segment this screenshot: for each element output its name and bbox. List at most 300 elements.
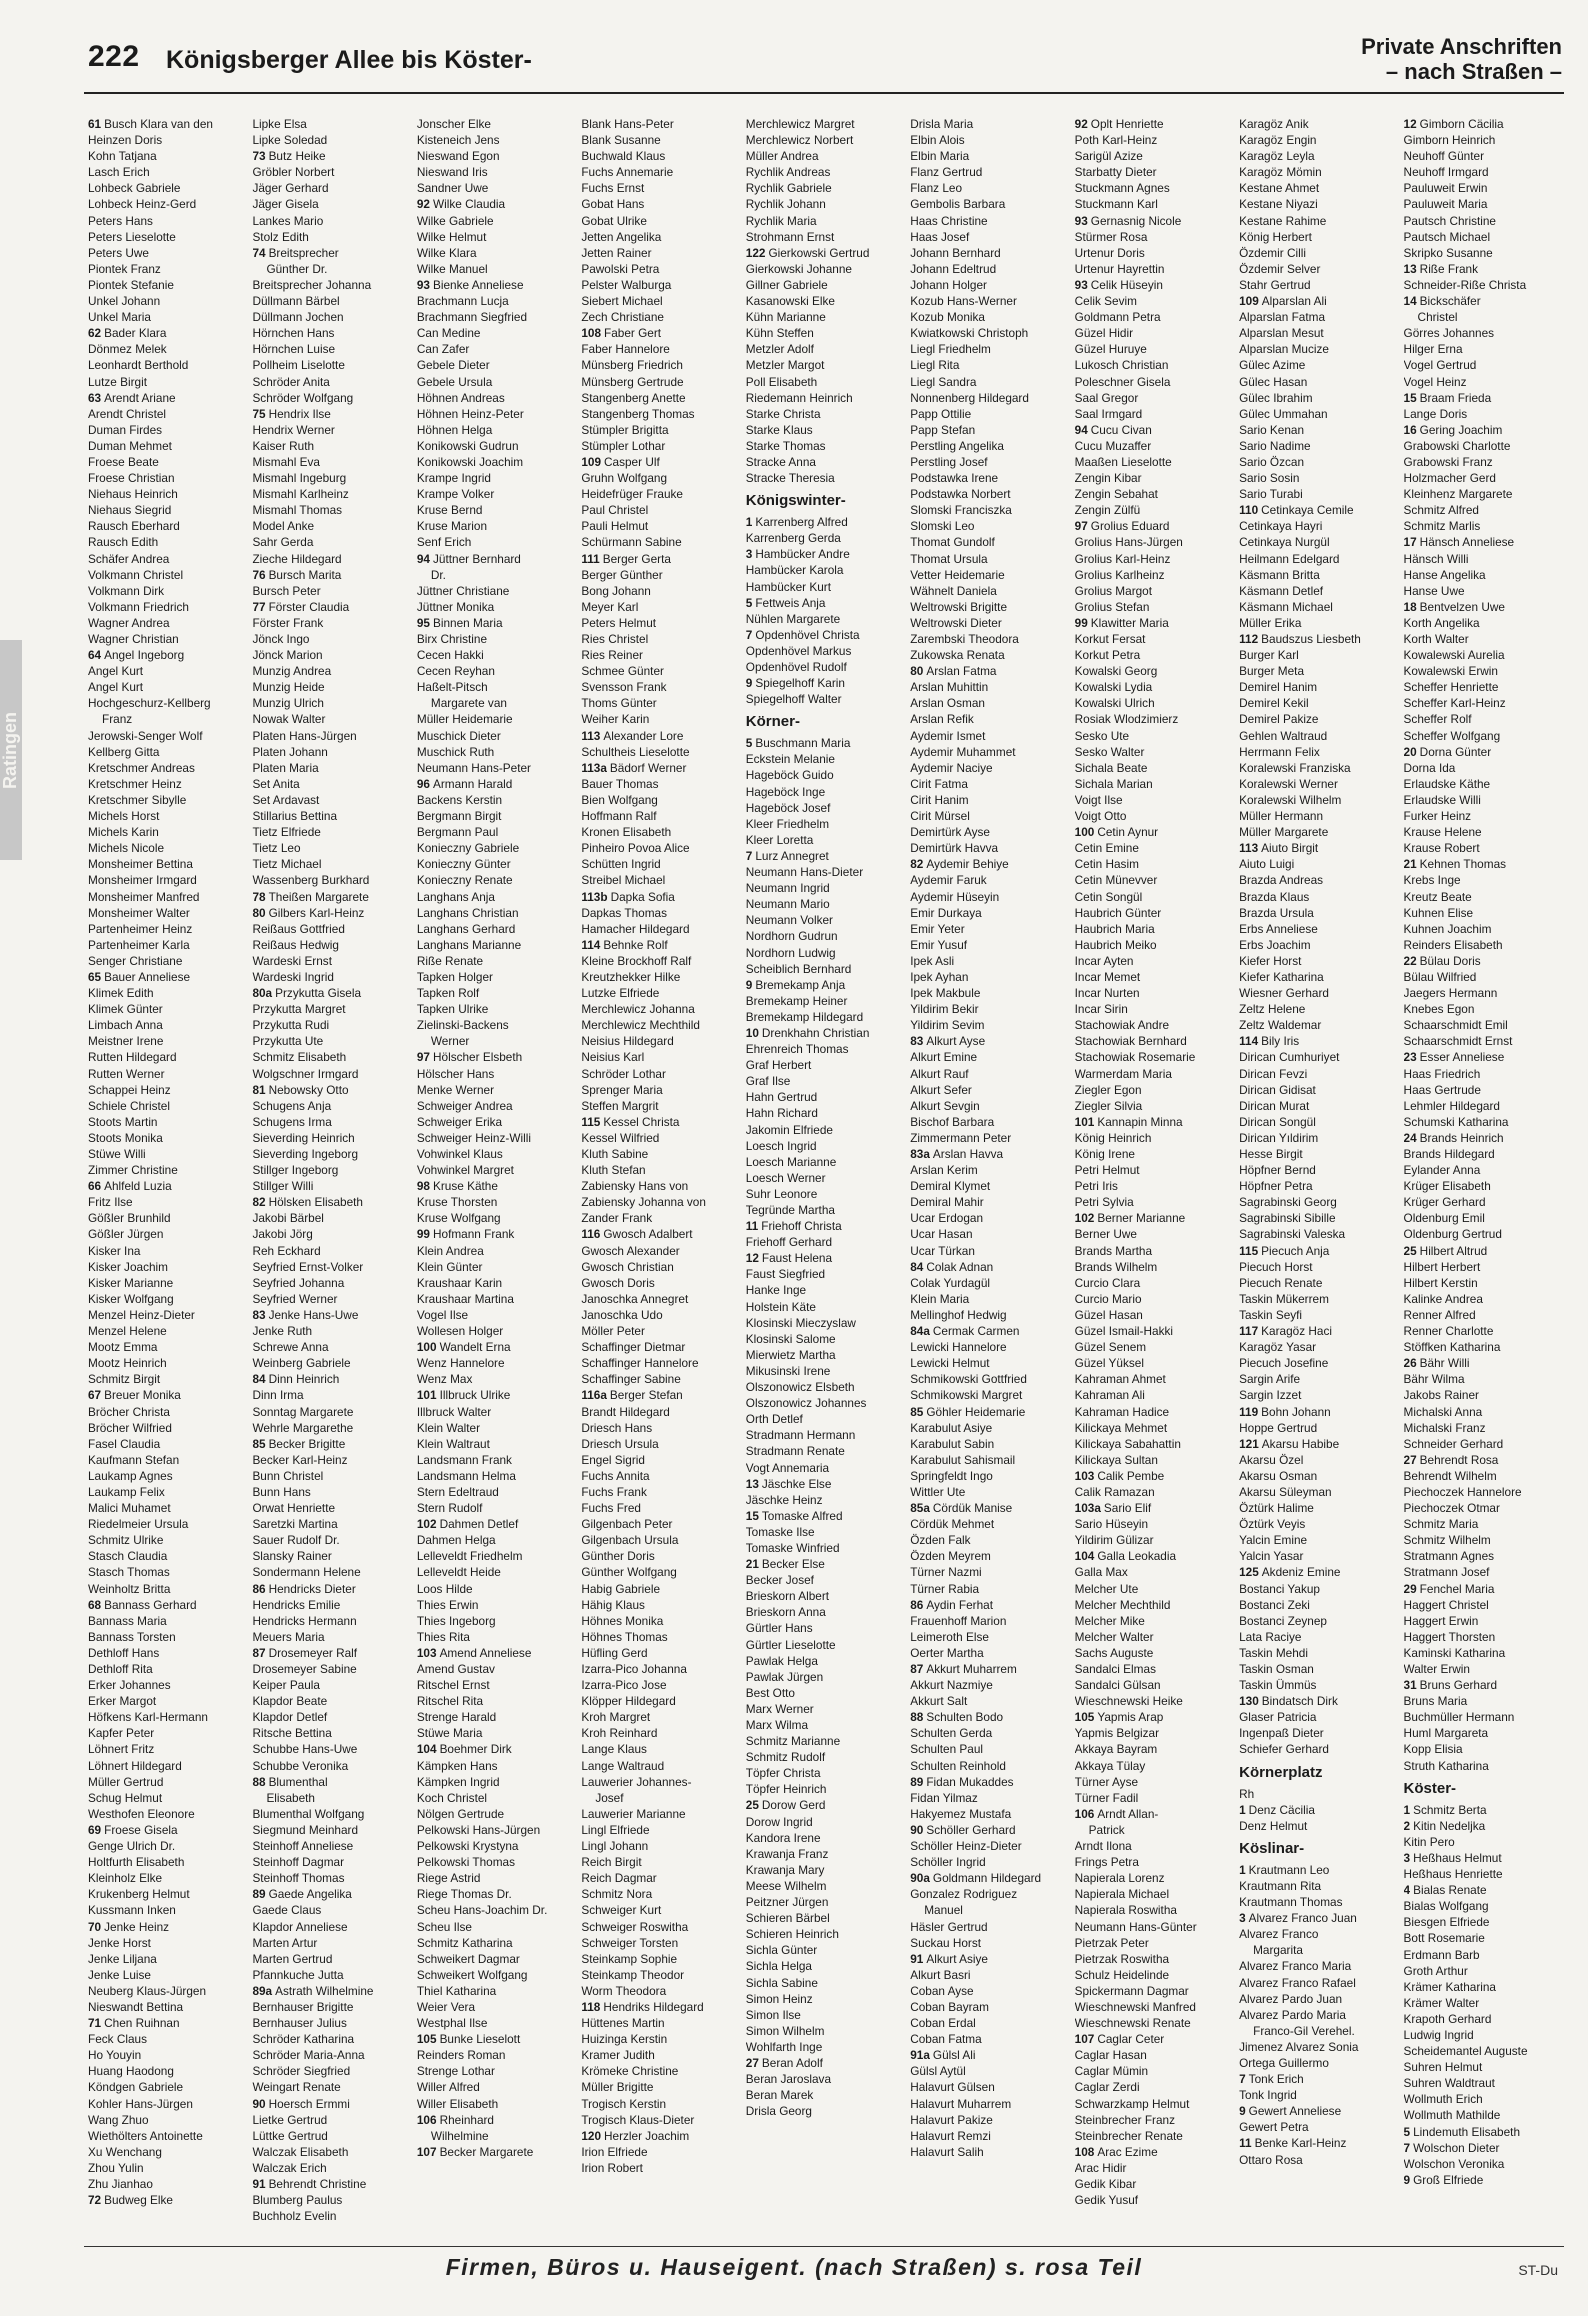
resident-entry: Krautmann Thomas xyxy=(1239,1895,1343,1910)
resident-entry: Perstling Angelika xyxy=(910,438,1004,453)
resident-entry: Ucar Erdogan xyxy=(910,1211,984,1226)
resident-entry: Driesch Ursula xyxy=(581,1436,659,1451)
resident-entry: Vetter Heidemarie xyxy=(910,567,1005,582)
resident-entry: 103a Sario Elif xyxy=(1074,1501,1152,1516)
resident-entry: Fuchs Ernst xyxy=(581,181,645,196)
resident-entry: Starke Thomas xyxy=(745,438,826,453)
resident-entry: 7 Opdenhövel Christa xyxy=(745,627,860,642)
resident-entry: Paul Christel xyxy=(581,503,649,518)
resident-entry: Thiel Katharina xyxy=(416,1983,497,1998)
resident-entry: Schulz Heidelinde xyxy=(1074,1967,1170,1982)
resident-entry: Thies Ingeborg xyxy=(416,1613,496,1628)
resident-entry: Elisabeth xyxy=(266,1790,315,1805)
resident-entry: Jüttner Christiane xyxy=(416,583,510,598)
resident-entry: Ritschel Ernst xyxy=(416,1678,490,1693)
resident-entry: Karagöz Anik xyxy=(1239,117,1309,131)
resident-entry: Vogt Annemaria xyxy=(745,1460,830,1475)
resident-entry: Jenke Ruth xyxy=(252,1324,313,1339)
resident-entry: Klöpper Hildegard xyxy=(581,1694,676,1709)
resident-entry: Langhans Marianne xyxy=(416,937,522,952)
resident-entry: Voigt Ilse xyxy=(1074,792,1123,807)
resident-entry: Curcio Clara xyxy=(1074,1275,1141,1290)
resident-entry: Tapken Ulrike xyxy=(416,1002,489,1017)
resident-entry: 84 Colak Adnan xyxy=(910,1259,994,1274)
resident-entry: Köndgen Gabriele xyxy=(88,2080,184,2095)
resident-entry: Skripko Susanne xyxy=(1403,245,1493,260)
resident-entry: Kowalski Georg xyxy=(1074,664,1158,679)
resident-entry: Alparslan Mesut xyxy=(1239,326,1324,341)
resident-entry: Schulten Reinhold xyxy=(910,1758,1006,1773)
street-heading: Körner- xyxy=(745,713,800,731)
resident-entry: Amend Gustav xyxy=(416,1662,495,1676)
resident-entry: Haggert Thorsten xyxy=(1403,1629,1496,1644)
resident-entry: Schmitz Ulrike xyxy=(88,1533,164,1548)
resident-entry: 64 Angel Ingeborg xyxy=(88,648,185,663)
resident-entry: Münsberg Friedrich xyxy=(581,358,683,373)
resident-entry: 114 Behnke Rolf xyxy=(581,937,668,952)
resident-entry: Papp Stefan xyxy=(910,422,976,437)
resident-entry: Wähnelt Daniela xyxy=(910,583,997,598)
resident-entry: Özden Falk xyxy=(910,1533,971,1548)
resident-entry: Ottaro Rosa xyxy=(1239,2152,1303,2167)
resident-entry: 76 Bursch Marita xyxy=(252,567,342,582)
directory-column xyxy=(910,116,1070,2236)
resident-entry: Steinbrecher Franz xyxy=(1074,2112,1175,2127)
resident-entry: Lange Klaus xyxy=(581,1742,647,1757)
resident-entry: Langhans Christian xyxy=(416,905,519,920)
resident-entry: Flanz Gertrud xyxy=(910,165,983,180)
resident-entry: Haas Christine xyxy=(910,213,988,228)
resident-entry: Arndt Ilona xyxy=(1074,1839,1132,1854)
resident-entry: Bong Johann xyxy=(581,583,651,598)
resident-entry: Wohlfarth Inge xyxy=(745,2039,823,2054)
resident-entry: Karabulut Sabin xyxy=(910,1436,995,1451)
resident-entry: Erker Johannes xyxy=(88,1678,171,1693)
resident-entry: 107 Becker Margarete xyxy=(416,2144,534,2159)
resident-entry: Irion Elfriede xyxy=(581,2144,648,2159)
resident-entry: 1 Schmitz Berta xyxy=(1403,1802,1487,1817)
resident-entry: Bostanci Zeynep xyxy=(1239,1613,1327,1628)
resident-entry: Sesko Ute xyxy=(1074,728,1130,743)
resident-entry: 109 Alparslan Ali xyxy=(1239,294,1327,309)
resident-entry: Starbatty Dieter xyxy=(1074,165,1157,180)
resident-entry: Zimmermann Peter xyxy=(910,1130,1012,1145)
resident-entry: Klapdor Anneliese xyxy=(252,1919,348,1934)
resident-entry: 87 Drosemeyer Ralf xyxy=(252,1645,358,1660)
resident-entry: Urtenur Doris xyxy=(1074,245,1145,260)
resident-entry: Brazda Ursula xyxy=(1239,905,1314,920)
resident-entry: Huml Margareta xyxy=(1403,1726,1489,1741)
side-tab: Ratingen xyxy=(0,640,22,860)
resident-entry: Merchlewicz Johanna xyxy=(581,1002,695,1017)
resident-entry: 5 Fettweis Anja xyxy=(745,595,826,610)
resident-entry: Sonntag Margarete xyxy=(252,1404,354,1419)
resident-entry: Cördük Mehmet xyxy=(910,1517,995,1532)
resident-entry: Olszonowicz Johannes xyxy=(745,1396,867,1411)
resident-entry: Schöller Heinz-Dieter xyxy=(910,1839,1022,1854)
resident-entry: Lutze Birgit xyxy=(88,374,148,389)
resident-entry: Yildirim Sevim xyxy=(910,1018,985,1033)
resident-entry: Renner Charlotte xyxy=(1403,1324,1494,1339)
resident-entry: Neuhoff Irmgard xyxy=(1403,165,1489,180)
resident-entry: Tomaske Ilse xyxy=(745,1524,815,1539)
resident-entry: Knebes Egon xyxy=(1403,1002,1475,1017)
resident-entry: Suhren Waldtraut xyxy=(1403,2076,1495,2091)
page-number: 222 xyxy=(88,40,140,73)
resident-entry: Gedik Kibar xyxy=(1074,2177,1137,2191)
resident-entry: Wang Zhuo xyxy=(88,2112,149,2127)
resident-entry: Schugens Anja xyxy=(252,1098,332,1113)
resident-entry: Merchlewicz Margret xyxy=(745,117,855,131)
resident-entry: Bremekamp Hildegard xyxy=(745,1009,864,1024)
resident-entry: Schröder Anita xyxy=(252,374,330,389)
resident-entry: Mierwietz Martha xyxy=(745,1347,836,1362)
resident-entry: 116a Berger Stefan xyxy=(581,1388,683,1403)
resident-entry: Sandner Uwe xyxy=(416,181,489,196)
resident-entry: Denz Helmut xyxy=(1239,1818,1308,1833)
resident-entry: Haubrich Meiko xyxy=(1074,937,1157,952)
resident-entry: Poll Elisabeth xyxy=(745,374,818,389)
resident-entry: Seyfried Werner xyxy=(252,1291,338,1306)
resident-entry: Furker Heinz xyxy=(1403,809,1472,824)
resident-entry: Lingl Elfriede xyxy=(581,1822,650,1837)
resident-entry: Wardeski Ernst xyxy=(252,953,332,968)
resident-entry: Steffen Margrit xyxy=(581,1098,659,1113)
resident-entry: Thoms Günter xyxy=(581,696,657,711)
resident-entry: Emir Yusuf xyxy=(910,937,968,952)
resident-entry: Kruse Bernd xyxy=(416,503,483,518)
resident-entry: Starke Klaus xyxy=(745,422,813,437)
resident-entry: Lelleveldt Heide xyxy=(416,1565,501,1580)
resident-entry: Set Anita xyxy=(252,776,300,791)
resident-entry: Brandt Hildegard xyxy=(581,1404,670,1419)
resident-entry: Kleine Brockhoff Ralf xyxy=(581,953,692,968)
resident-entry: Fidan Yilmaz xyxy=(910,1790,978,1805)
header-right-line1: Private Anschriften xyxy=(1361,34,1562,59)
resident-entry: Kowalewski Erwin xyxy=(1403,664,1498,679)
resident-entry: Türner Rabia xyxy=(910,1581,980,1596)
resident-entry: 10 Drenkhahn Christian xyxy=(745,1025,870,1040)
resident-entry: 90 Schöller Gerhard xyxy=(910,1822,1016,1837)
resident-entry: Kühn Marianne xyxy=(745,310,826,325)
resident-entry: 81 Nebowsky Otto xyxy=(252,1082,349,1097)
resident-entry: Gülec Ummahan xyxy=(1239,406,1328,421)
resident-entry: Mismahl Karlheinz xyxy=(252,487,349,502)
resident-entry: Sagrabinski Valeska xyxy=(1239,1227,1346,1242)
resident-entry: Muschick Ruth xyxy=(416,744,495,759)
resident-entry: Simon Ilse xyxy=(745,2007,801,2022)
resident-entry: 12 Faust Helena xyxy=(745,1251,833,1266)
resident-entry: Kruse Wolfgang xyxy=(416,1211,501,1226)
resident-entry: Kluth Stefan xyxy=(581,1163,646,1178)
resident-entry: Kaufmann Stefan xyxy=(88,1452,180,1467)
resident-entry: Schaffinger Hannelore xyxy=(581,1356,699,1371)
resident-entry: Rutten Werner xyxy=(88,1066,165,1081)
resident-entry: Mismahl Thomas xyxy=(252,503,343,518)
resident-entry: Weier Vera xyxy=(416,1999,476,2014)
resident-entry: Simon Wilhelm xyxy=(745,2023,825,2038)
resident-entry: Schwarzkamp Helmut xyxy=(1074,2096,1190,2111)
resident-entry: Orwat Henriette xyxy=(252,1501,336,1516)
resident-entry: 92 Oplt Henriette xyxy=(1074,117,1164,131)
resident-entry: Korth Angelika xyxy=(1403,615,1480,630)
resident-entry: Seyfried Ernst-Volker xyxy=(252,1259,364,1274)
resident-entry: Rychlik Andreas xyxy=(745,165,831,180)
resident-entry: Höhnes Thomas xyxy=(581,1629,668,1644)
resident-entry: Rausch Eberhard xyxy=(88,519,180,534)
resident-entry: Koralewski Franziska xyxy=(1239,760,1351,775)
resident-entry: Huizinga Kerstin xyxy=(581,2032,668,2047)
resident-entry: 20 Dorna Günter xyxy=(1403,744,1492,759)
resident-entry: Melcher Ute xyxy=(1074,1581,1139,1596)
resident-entry: Dr. xyxy=(430,567,446,582)
resident-entry: Klein Walter xyxy=(416,1420,481,1435)
resident-entry: Lasch Erich xyxy=(88,165,150,180)
resident-entry: Hilger Erna xyxy=(1403,342,1463,357)
resident-entry: Walter Erwin xyxy=(1403,1662,1470,1676)
resident-entry: Brieskorn Albert xyxy=(745,1589,830,1604)
resident-entry: Zengin Zülfü xyxy=(1074,503,1141,518)
resident-entry: Stümpler Brigitta xyxy=(581,422,669,437)
resident-entry: Buchmüller Hermann xyxy=(1403,1710,1515,1725)
resident-entry: Schmitz Katharina xyxy=(416,1935,513,1950)
resident-entry: Stillger Willi xyxy=(252,1179,314,1194)
resident-entry: 82 Hölsken Elisabeth xyxy=(252,1195,363,1210)
resident-entry: Stoots Martin xyxy=(88,1114,158,1129)
resident-entry: Duman Mehmet xyxy=(88,438,172,453)
resident-entry: Ziegler Silvia xyxy=(1074,1098,1143,1113)
resident-entry: Güzel Huruye xyxy=(1074,342,1147,357)
resident-entry: Strenge Harald xyxy=(416,1710,497,1725)
resident-entry: Sichala Marian xyxy=(1074,776,1153,791)
resident-entry: Holzmacher Gerd xyxy=(1403,471,1496,486)
page-title: Königsberger Allee bis Köster- xyxy=(166,46,532,74)
resident-entry: Liegl Sandra xyxy=(910,374,977,389)
resident-entry: Klimek Günter xyxy=(88,1002,163,1017)
resident-entry: Hamacher Hildegard xyxy=(581,921,690,936)
resident-entry: Sario Turabi xyxy=(1239,487,1303,502)
resident-entry: 102 Dahmen Detlef xyxy=(416,1517,519,1532)
directory-column xyxy=(88,116,248,2236)
resident-entry: Weltrowski Brigitte xyxy=(910,599,1008,614)
resident-entry: 121 Akarsu Habibe xyxy=(1239,1436,1340,1451)
resident-entry: Hochgeschurz-Kellberg xyxy=(88,696,211,711)
resident-entry: Sprenger Maria xyxy=(581,1082,663,1097)
resident-entry: Haubrich Günter xyxy=(1074,905,1162,920)
resident-entry: Piechoczek Hannelore xyxy=(1403,1484,1522,1499)
resident-entry: Kreutz Beate xyxy=(1403,889,1472,904)
resident-entry: Krüger Elisabeth xyxy=(1403,1179,1491,1194)
resident-entry: Schröder Katharina xyxy=(252,2032,355,2047)
resident-entry: Napierala Michael xyxy=(1074,1887,1170,1902)
resident-entry: Rychlik Gabriele xyxy=(745,181,832,196)
resident-entry: Nonnenberg Hildegard xyxy=(910,390,1029,405)
resident-entry: Orth Detlef xyxy=(745,1412,803,1427)
resident-entry: Strohmann Ernst xyxy=(745,229,835,244)
resident-entry: Kasanowski Elke xyxy=(745,294,835,309)
resident-entry: Heidefrüger Frauke xyxy=(581,487,683,502)
resident-entry: Nölgen Gertrude xyxy=(416,1806,505,1821)
resident-entry: Stratmann Josef xyxy=(1403,1565,1490,1580)
resident-entry: Sichla Sabine xyxy=(745,1975,818,1990)
resident-entry: Steinkamp Sophie xyxy=(581,1951,678,1966)
resident-entry: 109 Casper Ulf xyxy=(581,454,660,469)
resident-entry: Bruns Maria xyxy=(1403,1694,1468,1709)
resident-entry: Kleer Loretta xyxy=(745,832,814,847)
resident-entry: Krautmann Rita xyxy=(1239,1878,1322,1893)
resident-entry: Holstein Käte xyxy=(745,1299,816,1314)
resident-entry: Elbin Alois xyxy=(910,133,965,148)
resident-entry: Partenheimer Heinz xyxy=(88,921,193,936)
resident-entry: Behrendt Wilhelm xyxy=(1403,1468,1497,1483)
resident-entry: Kwiatkowski Christoph xyxy=(910,326,1029,341)
resident-entry: 104 Galla Leokadia xyxy=(1074,1549,1177,1564)
resident-entry: Birx Christine xyxy=(416,632,488,646)
resident-entry: Pautsch Michael xyxy=(1403,229,1491,244)
resident-entry: König Irene xyxy=(1074,1147,1135,1161)
resident-entry: Gülec Azime xyxy=(1239,358,1306,373)
resident-entry: Ries Reiner xyxy=(581,648,643,663)
resident-entry: Jenke Luise xyxy=(88,1967,151,1982)
resident-entry: 111 Berger Gerta xyxy=(581,551,671,566)
resident-entry: Calik Ramazan xyxy=(1074,1484,1155,1499)
resident-entry: Yildirim Bekir xyxy=(910,1002,979,1017)
resident-entry: 61 Busch Klara van den xyxy=(88,117,213,131)
resident-entry: König Herbert xyxy=(1239,229,1312,244)
resident-entry: Schmikowski Margret xyxy=(910,1388,1023,1403)
resident-entry: 13 Jäschke Else xyxy=(745,1476,832,1491)
resident-entry: Zhou Yulin xyxy=(88,2160,144,2175)
header-rule xyxy=(84,92,1564,94)
resident-entry: Wehrle Margarethe xyxy=(252,1420,354,1435)
resident-entry: Nieswand Egon xyxy=(416,149,500,164)
resident-entry: Neisius Karl xyxy=(581,1050,645,1065)
resident-entry: Peters Lieselotte xyxy=(88,229,176,244)
resident-entry: Caglar Mümin xyxy=(1074,2064,1149,2079)
resident-entry: Jüttner Monika xyxy=(416,599,495,614)
resident-entry: Taskin Ümmüs xyxy=(1239,1678,1317,1693)
resident-entry: Riedemann Heinrich xyxy=(745,390,853,405)
resident-entry: Hageböck Guido xyxy=(745,768,834,783)
resident-entry: Dahmen Helga xyxy=(416,1533,496,1548)
resident-entry: 62 Bader Klara xyxy=(88,326,167,341)
resident-entry: Langhans Gerhard xyxy=(416,921,516,936)
resident-entry: Slomski Franciszka xyxy=(910,503,1012,518)
resident-entry: Karrenberg Gerda xyxy=(745,531,841,546)
resident-entry: Möller Peter xyxy=(581,1324,645,1339)
resident-entry: 22 Bülau Doris xyxy=(1403,953,1481,968)
resident-entry: Haas Friedrich xyxy=(1403,1066,1481,1081)
resident-entry: Stüwe Willi xyxy=(88,1147,146,1161)
resident-entry: 93 Gernasnig Nicole xyxy=(1074,213,1182,228)
resident-entry: 105 Yapmis Arap xyxy=(1074,1710,1164,1725)
resident-entry: Bunn Hans xyxy=(252,1484,311,1499)
resident-entry: Reinders Elisabeth xyxy=(1403,937,1503,952)
resident-entry: Meuers Maria xyxy=(252,1629,325,1644)
resident-entry: Ho Youyin xyxy=(88,2048,142,2063)
resident-entry: 89 Gaede Angelika xyxy=(252,1887,352,1902)
resident-entry: Curcio Mario xyxy=(1074,1291,1142,1306)
directory-column xyxy=(1404,116,1564,2236)
resident-entry: Alvarez Pardo Maria xyxy=(1239,2007,1346,2022)
resident-entry: Jakobi Bärbel xyxy=(252,1211,324,1226)
resident-entry: 2 Kitin Nedeljka xyxy=(1403,1818,1486,1833)
resident-entry: Kowalewski Aurelia xyxy=(1403,648,1505,663)
resident-entry: Michalski Anna xyxy=(1403,1404,1483,1419)
resident-entry: Alvarez Franco xyxy=(1239,1927,1319,1942)
resident-entry: Menzel Helene xyxy=(88,1324,167,1339)
resident-entry: Sieverding Heinrich xyxy=(252,1130,355,1145)
resident-entry: Demirel Hanim xyxy=(1239,680,1318,695)
resident-entry: Engel Sigrid xyxy=(581,1452,645,1467)
resident-entry: Alvarez Franco Maria xyxy=(1239,1959,1352,1974)
directory-column xyxy=(746,116,906,2236)
resident-entry: Zander Frank xyxy=(581,1211,653,1226)
resident-entry: 122 Gierkowski Gertrud xyxy=(745,245,870,260)
resident-entry: Dirican Cumhuriyet xyxy=(1239,1050,1340,1065)
resident-entry: Eckstein Melanie xyxy=(745,752,835,767)
resident-entry: Kellberg Gitta xyxy=(88,744,160,759)
resident-entry: Kruse Marion xyxy=(416,519,488,534)
resident-entry: Töpfer Christa xyxy=(745,1766,821,1781)
resident-entry: Korth Walter xyxy=(1403,632,1469,646)
resident-entry: Munzig Ulrich xyxy=(252,696,324,711)
resident-entry: Manuel xyxy=(924,1903,963,1918)
resident-entry: Klein Maria xyxy=(910,1291,970,1306)
resident-entry: Konieczny Renate xyxy=(416,873,513,888)
resident-entry: Steinbrecher Renate xyxy=(1074,2128,1183,2143)
resident-entry: Müller Gertrud xyxy=(88,1774,164,1789)
resident-entry: Cetin Hasim xyxy=(1074,857,1139,872)
resident-entry: Ipek Asli xyxy=(910,953,955,968)
resident-entry: Marten Gertrud xyxy=(252,1951,333,1966)
resident-entry: Nordhorn Ludwig xyxy=(745,945,836,960)
footer-rule xyxy=(84,2246,1564,2247)
resident-entry: Steinhoff Thomas xyxy=(252,1871,345,1886)
resident-entry: Heinzen Doris xyxy=(88,133,163,148)
resident-entry: Aydemir Muhammet xyxy=(910,744,1016,759)
resident-entry: Munzig Heide xyxy=(252,680,325,695)
resident-entry: Zukowska Renata xyxy=(910,648,1005,663)
resident-entry: Krampe Volker xyxy=(416,487,495,502)
resident-entry: Sandalci Elmas xyxy=(1074,1662,1156,1676)
resident-entry: Haggert Erwin xyxy=(1403,1613,1479,1628)
resident-entry: Lüttke Gertrud xyxy=(252,2128,328,2143)
resident-entry: Incar Memet xyxy=(1074,969,1141,984)
resident-entry: Nordhorn Gudrun xyxy=(745,929,838,944)
resident-entry: Kämpken Hans xyxy=(416,1758,498,1773)
resident-entry: Schweiger Torsten xyxy=(581,1935,679,1950)
resident-entry: Unkel Maria xyxy=(88,310,151,325)
resident-entry: Jäschke Heinz xyxy=(745,1492,823,1507)
resident-entry: Gilgenbach Ursula xyxy=(581,1533,679,1548)
resident-entry: Gehlen Waltraud xyxy=(1239,728,1328,743)
resident-entry: Metzler Margot xyxy=(745,358,825,373)
resident-entry: 90 Hoersch Ermmi xyxy=(252,2096,350,2111)
resident-entry: Kohler Hans-Jürgen xyxy=(88,2096,193,2111)
resident-entry: 85 Göhler Heidemarie xyxy=(910,1404,1026,1419)
resident-entry: Schmitz Birgit xyxy=(88,1372,161,1387)
resident-entry: Güzel Hidir xyxy=(1074,326,1134,341)
resident-entry: Johann Holger xyxy=(910,277,987,292)
resident-entry: Schieren Bärbel xyxy=(745,1911,830,1926)
resident-entry: Vogel Heinz xyxy=(1403,374,1467,389)
resident-entry: 14 Bickschäfer xyxy=(1403,294,1481,309)
resident-entry: 88 Blumenthal xyxy=(252,1774,328,1789)
resident-entry: Zhu Jianhao xyxy=(88,2177,153,2191)
resident-entry: Liegl Friedhelm xyxy=(910,342,991,357)
resident-entry: Sichla Helga xyxy=(745,1959,812,1974)
